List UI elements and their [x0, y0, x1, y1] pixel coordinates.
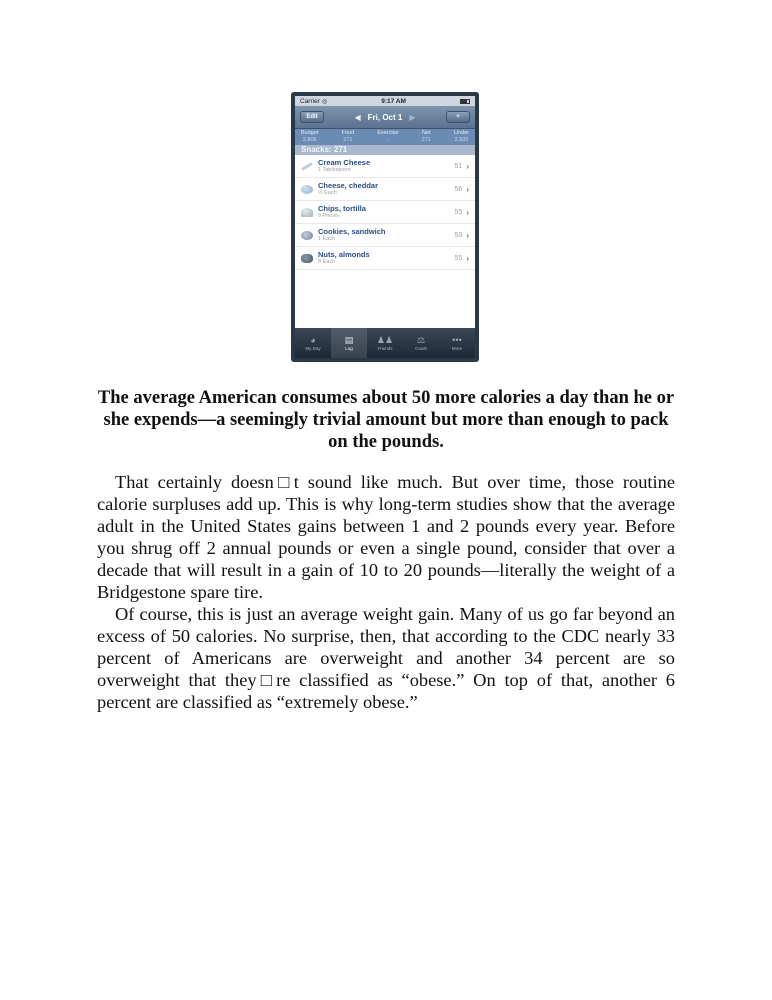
log-icon: ▤ [344, 335, 354, 345]
food-qty: ½ Each [318, 190, 337, 196]
food-qty: 9 Pieces [318, 213, 340, 219]
nuts-icon [301, 254, 313, 263]
food-name: Cookies, sandwich [318, 227, 386, 236]
food-list [295, 155, 475, 270]
figure-caption: The average American consumes about 50 more calories a day than he or she expends—a seemingly trivial amount but more than enough to pack on the pounds. [97, 388, 675, 452]
add-button[interactable]: + [446, 111, 470, 123]
chevron-right-icon: › [466, 161, 469, 171]
tab-more[interactable]: ••• More [451, 335, 463, 351]
food-calories: 56 [454, 185, 463, 193]
knife-icon [301, 162, 313, 171]
phone-screenshot [291, 92, 479, 362]
food-name: Chips, tortilla [318, 204, 366, 213]
food-name: Cheese, cheddar [318, 181, 379, 190]
tab-bar [295, 328, 475, 358]
status-time: 9:17 AM [381, 97, 406, 105]
summary-exercise: Exercise - [377, 130, 399, 143]
battery-icon [460, 99, 470, 104]
paragraph: That certainly doesn□t sound like much. But over time, those routine calorie surpluses add up. This is why long-term studies show that the average adult in the United States gains between 1 and 2 pounds every year. Before you shrug off 2 annual pounds or even a single pound, consider that over a decade that will result in a gain of 10 to 20 pounds—literally the weight of a Bridgestone spare tire. [97, 472, 675, 602]
wifi-icon: ◎ [321, 98, 328, 105]
chevron-right-icon: › [466, 207, 469, 217]
summary-under: Under 2,535 [454, 130, 469, 143]
edit-button[interactable]: Edit [300, 111, 324, 123]
food-calories: 55 [454, 208, 463, 216]
next-day-icon[interactable]: ▶ [409, 112, 416, 122]
tab-my-day[interactable]: ◕ My Day [305, 335, 321, 351]
tab-goals[interactable]: ⚖ Goals [415, 335, 427, 351]
list-item[interactable] [295, 247, 475, 270]
tab-log[interactable]: ▤ Log [331, 328, 367, 358]
scale-icon: ⚖ [416, 335, 426, 345]
list-item[interactable] [295, 155, 475, 178]
list-item[interactable] [295, 178, 475, 201]
summary-net: Net 271 [421, 130, 431, 143]
summary-budget: Budget 2,806 [301, 130, 319, 143]
summary-food: Food 271 [341, 130, 355, 143]
friends-icon: ♟♟ [376, 335, 394, 345]
chevron-right-icon: › [466, 253, 469, 263]
food-name: Nuts, almonds [318, 250, 370, 259]
more-icon: ••• [452, 335, 462, 345]
list-item[interactable] [295, 224, 475, 247]
food-calories: 55 [454, 254, 463, 262]
plate-icon: ◕ [310, 335, 316, 345]
body-text [97, 471, 675, 713]
paragraph: Of course, this is just an average weight gain. Many of us go far beyond an excess of 50 calories. No surprise, then, that according to the CDC nearly 33 percent of Americans are overweight and another 34 percent are so overweight that they□re classified as “obese.” On top of that, another 6 percent are classified as “extremely obese.” [97, 604, 675, 712]
food-qty: 1 Tablespoon [318, 167, 351, 173]
cookie-icon [301, 231, 313, 240]
carrier-label: Carrier [300, 97, 320, 105]
status-bar [295, 96, 475, 106]
previous-day-icon[interactable]: ◀ [354, 112, 361, 122]
food-calories: 51 [454, 162, 463, 170]
nav-date: Fri, Oct 1 [367, 112, 403, 122]
cheese-icon [301, 185, 313, 194]
phone-screen [295, 96, 475, 358]
tab-friends[interactable]: ♟♟ Friends [376, 335, 394, 351]
chevron-right-icon: › [466, 184, 469, 194]
list-item[interactable] [295, 201, 475, 224]
food-calories: 53 [454, 231, 463, 239]
calorie-summary [295, 129, 475, 145]
food-name: Cream Cheese [318, 158, 371, 167]
nav-bar [295, 106, 475, 129]
chips-icon [301, 208, 313, 217]
chevron-right-icon: › [466, 230, 469, 240]
section-header-snacks: Snacks: 271 [295, 145, 475, 155]
food-qty: 8 Each [318, 259, 336, 265]
food-qty: 1 Each [318, 236, 336, 242]
